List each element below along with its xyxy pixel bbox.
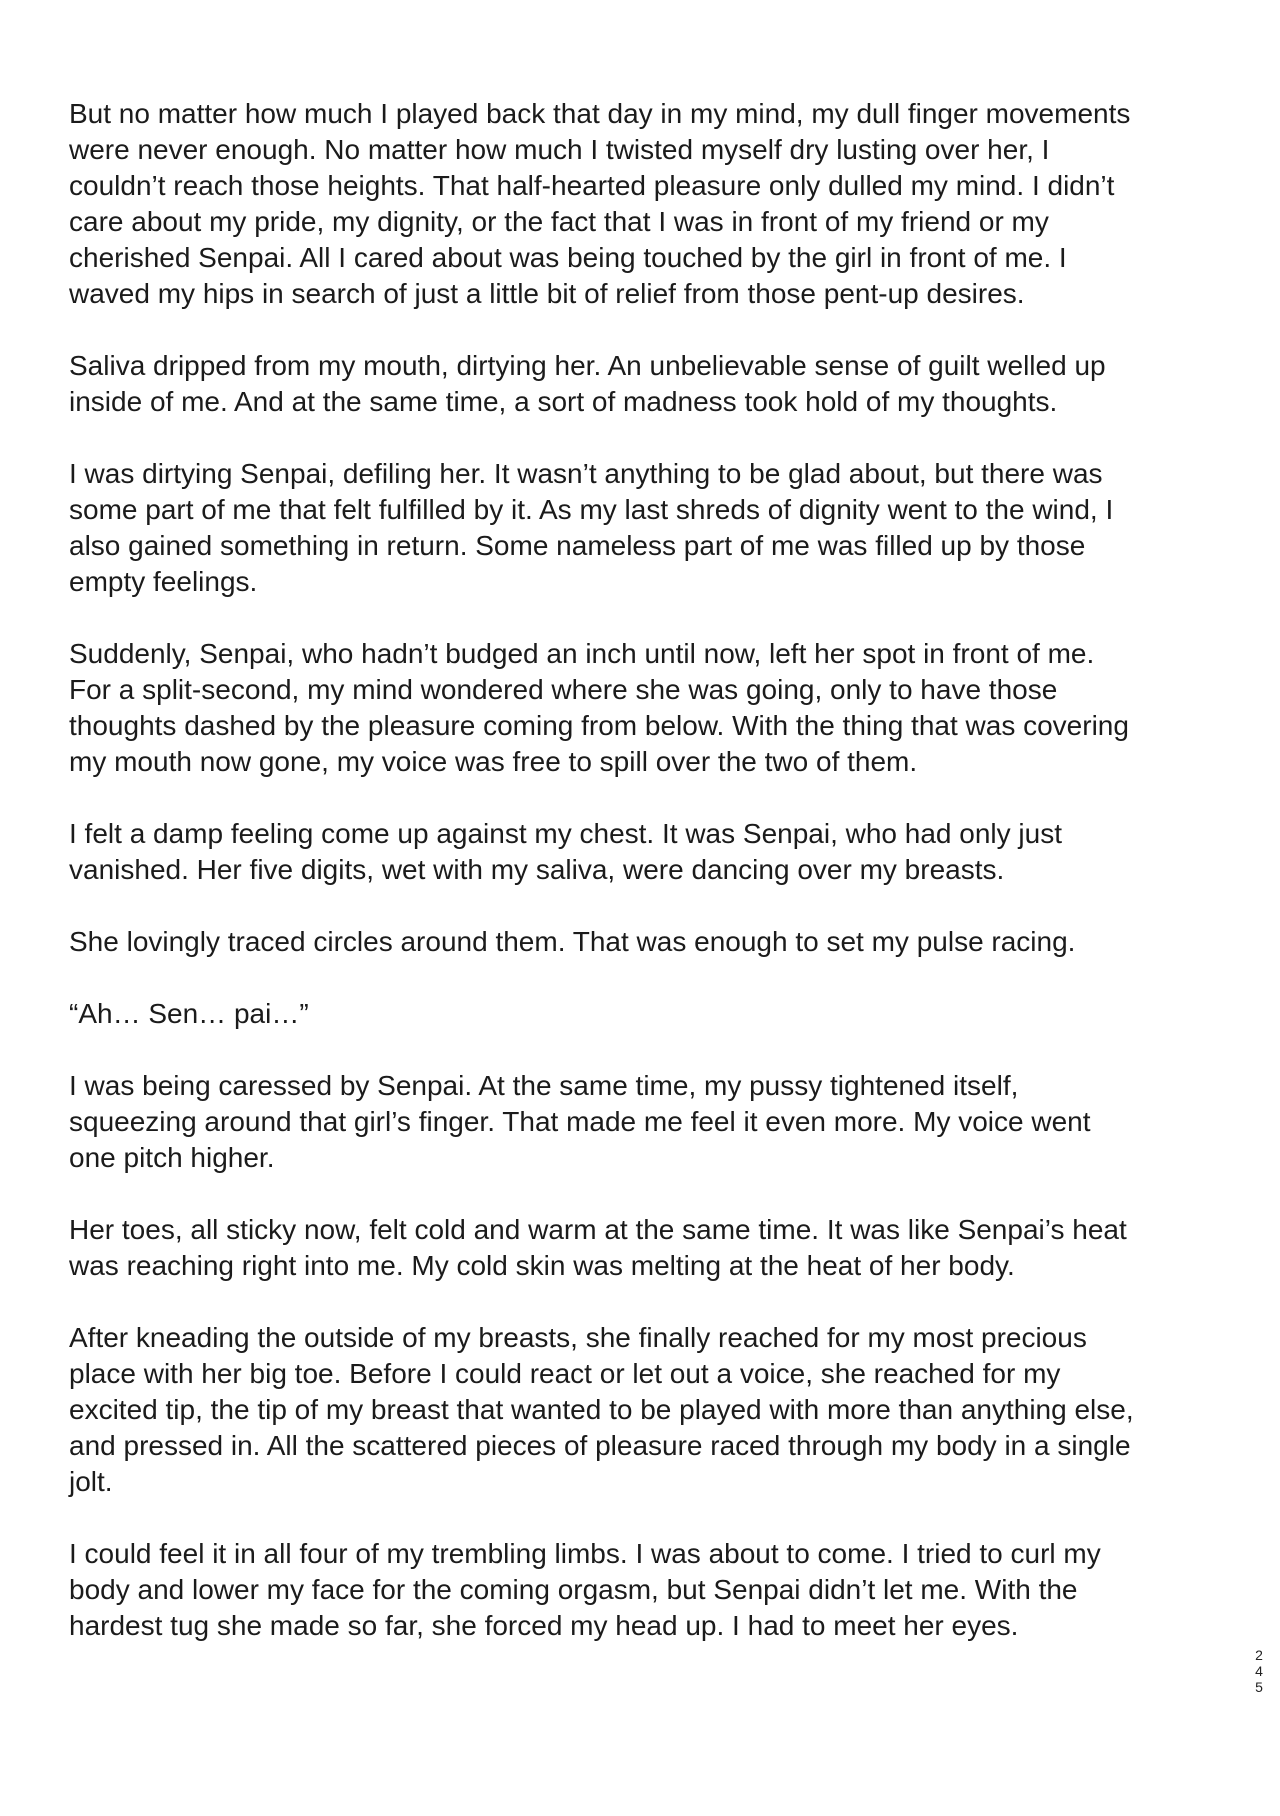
text-line: I felt a damp feeling come up against my chest. It was Senpai, who had only just	[69, 818, 1062, 849]
paragraph-11	[69, 1536, 1229, 1644]
paragraph-8	[69, 1068, 1229, 1176]
text-line: Saliva dripped from my mouth, dirtying her. An unbelievable sense of guilt welled up	[69, 350, 1106, 381]
page-number-digit: 5	[1255, 1679, 1263, 1695]
text-line: vanished. Her five digits, wet with my saliva, were dancing over my breasts.	[69, 854, 1005, 885]
text-line: one pitch higher.	[69, 1142, 275, 1173]
page-number	[1248, 1647, 1270, 1695]
text-line: inside of me. And at the same time, a sort of madness took hold of my thoughts.	[69, 386, 1058, 417]
paragraph-9	[69, 1212, 1229, 1284]
text-line: waved my hips in search of just a little bit of relief from those pent-up desires.	[69, 278, 1025, 309]
paragraph-4	[69, 636, 1229, 780]
text-line: I could feel it in all four of my trembling limbs. I was about to come. I tried to curl my	[69, 1538, 1101, 1569]
text-line: thoughts dashed by the pleasure coming from below. With the thing that was covering	[69, 710, 1129, 741]
text-line: But no matter how much I played back that day in my mind, my dull finger movements	[69, 98, 1131, 129]
text-line: couldn’t reach those heights. That half-hearted pleasure only dulled my mind. I didn’t	[69, 170, 1115, 201]
text-line: also gained something in return. Some nameless part of me was filled up by those	[69, 530, 1086, 561]
body-text	[69, 96, 1229, 1680]
page-number-digit: 4	[1255, 1663, 1263, 1679]
text-line: For a split-second, my mind wondered where she was going, only to have those	[69, 674, 1058, 705]
text-line: hardest tug she made so far, she forced my head up. I had to meet her eyes.	[69, 1610, 1019, 1641]
text-line: and pressed in. All the scattered pieces of pleasure raced through my body in a single	[69, 1430, 1131, 1461]
paragraph-2	[69, 348, 1229, 420]
text-line: empty feelings.	[69, 566, 258, 597]
text-line: jolt.	[69, 1466, 113, 1497]
text-line: some part of me that felt fulfilled by it. As my last shreds of dignity went to the wind, I	[69, 494, 1114, 525]
paragraph-10	[69, 1320, 1229, 1500]
text-line: body and lower my face for the coming orgasm, but Senpai didn’t let me. With the	[69, 1574, 1078, 1605]
page-number-digit: 2	[1255, 1647, 1263, 1663]
paragraph-6	[69, 924, 1229, 960]
text-line: I was being caressed by Senpai. At the same time, my pussy tightened itself,	[69, 1070, 1019, 1101]
text-line: cherished Senpai. All I cared about was being touched by the girl in front of me. I	[69, 242, 1067, 273]
text-line: excited tip, the tip of my breast that wanted to be played with more than anything else,	[69, 1394, 1134, 1425]
text-line: “Ah… Sen… pai…”	[69, 998, 309, 1029]
text-line: Her toes, all sticky now, felt cold and warm at the same time. It was like Senpai’s heat	[69, 1214, 1127, 1245]
text-line: were never enough. No matter how much I twisted myself dry lusting over her, I	[69, 134, 1050, 165]
text-line: I was dirtying Senpai, defiling her. It wasn’t anything to be glad about, but there was	[69, 458, 1103, 489]
text-line: She lovingly traced circles around them. That was enough to set my pulse racing.	[69, 926, 1076, 957]
text-line: Suddenly, Senpai, who hadn’t budged an inch until now, left her spot in front of me.	[69, 638, 1095, 669]
text-line: care about my pride, my dignity, or the fact that I was in front of my friend or my	[69, 206, 1049, 237]
text-line: After kneading the outside of my breasts, she finally reached for my most precious	[69, 1322, 1087, 1353]
paragraph-3	[69, 456, 1229, 600]
text-line: squeezing around that girl’s finger. That made me feel it even more. My voice went	[69, 1106, 1091, 1137]
text-line: place with her big toe. Before I could react or let out a voice, she reached for my	[69, 1358, 1061, 1389]
paragraph-5	[69, 816, 1229, 888]
paragraph-1	[69, 96, 1229, 312]
paragraph-7-dialogue	[69, 996, 1229, 1032]
text-line: was reaching right into me. My cold skin was melting at the heat of her body.	[69, 1250, 1015, 1281]
text-line: my mouth now gone, my voice was free to spill over the two of them.	[69, 746, 918, 777]
